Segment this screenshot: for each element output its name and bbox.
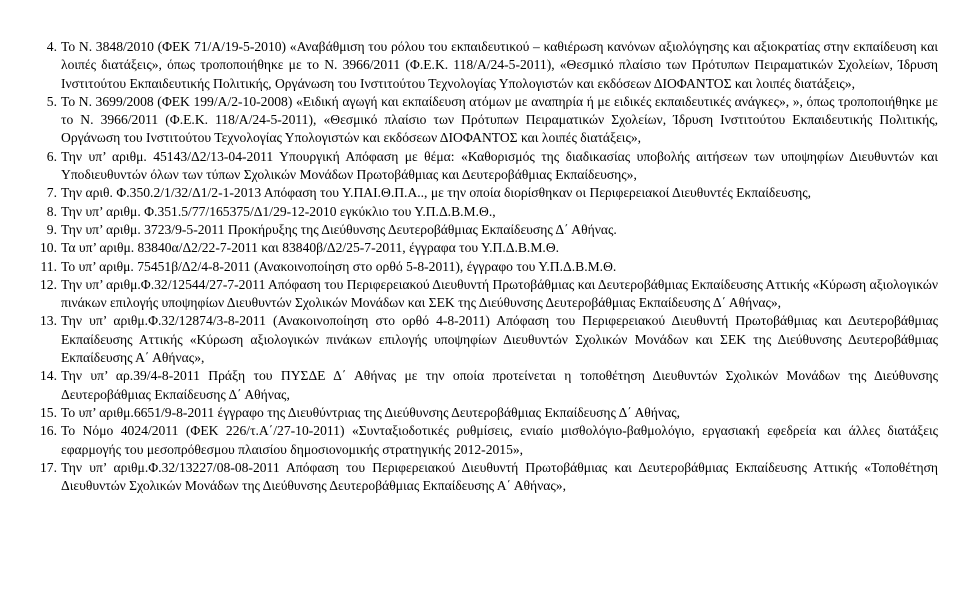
- item-number: 6.: [46, 148, 57, 164]
- item-number: 15.: [40, 404, 57, 420]
- item-text: Την υπ’ αρ.39/4-8-2011 Πράξη του ΠΥΣΔΕ Δ΄ Αθήνας με την οποία προτείνεται η τοποθέτηση Διευθυντών Σχολικών Μονάδων της Διεύθυνσης Δευτεροβάθμιας Εκπαίδευσης Δ΄ Αθήνας,: [61, 368, 938, 402]
- item-text: Το Νόμο 4024/2011 (ΦΕΚ 226/τ.Α΄/27-10-2011) «Συνταξιοδοτικές ρυθμίσεις, ενιαίο μισθολόγιο-βαθμολόγιο, εργασιακή εφεδρεία και άλλες διατάξεις εφαρμογής του μεσοπρόθεσμου πλαισίου δημοσιονομικής στρατηγικής 2012-2015»,: [61, 423, 938, 457]
- item-number: 5.: [46, 93, 57, 109]
- item-text: Την υπ’ αριθμ. 45143/Δ2/13-04-2011 Υπουργική Απόφαση με θέμα: «Καθορισμός της διαδικασίας υποβολής αιτήσεων των υποψηφίων Διευθυντών και Υποδιευθυντών όλων των τύπων Σχολικών Μονάδων Πρωτοβάθμιας και Δευτεροβάθμιας Εκπαίδευσης»,: [61, 148, 938, 183]
- list-item: [0, 276, 938, 313]
- item-number: 16.: [40, 423, 57, 439]
- list-item: [0, 422, 938, 459]
- list-item: [0, 93, 938, 148]
- item-text: Το υπ’ αριθμ. 75451β/Δ2/4-8-2011 (Ανακοινοποίηση στο ορθό 5-8-2011), έγγραφο του Υ.Π.Δ.Β.Μ.Θ.: [61, 258, 617, 274]
- list-item: [0, 367, 938, 404]
- legal-references-list: [0, 38, 938, 495]
- item-text: Την υπ’ αριθμ.Φ.32/12544/27-7-2011 Απόφαση του Περιφερειακού Διευθυντή Πρωτοβάθμιας και Δευτεροβάθμιας Εκπαίδευσης Αττικής «Κύρωση αξιολογικών πινάκων επιλογής υποψηφίων Διευθυντών Σχολικών Μονάδων και ΣΕΚ της Διεύθυνσης Δευτεροβάθμιας Εκπαίδευσης Δ΄ Αθήνας»,: [61, 276, 938, 311]
- item-text: Την αριθ. Φ.350.2/1/32/Δ1/2-1-2013 Απόφαση του Υ.ΠΑΙ.Θ.Π.Α.., με την οποία διορίσθηκαν οι Περιφερειακοί Διευθυντές Εκπαίδευσης,: [61, 185, 811, 201]
- item-number: 4.: [46, 39, 57, 54]
- item-number: 10.: [40, 240, 57, 256]
- item-number: 11.: [40, 258, 57, 274]
- list-item: [0, 312, 938, 367]
- item-text: Τα υπ’ αριθμ. 83840α/Δ2/22-7-2011 και 83840β/Δ2/25-7-2011, έγγραφα του Υ.Π.Δ.Β.Μ.Θ.: [61, 240, 560, 256]
- item-number: 7.: [46, 185, 57, 201]
- list-item: [0, 184, 938, 202]
- item-text: Την υπ’ αριθμ. 3723/9-5-2011 Προκήρυξης της Διεύθυνσης Δευτεροβάθμιας Εκπαίδευσης Δ΄ Αθήνας.: [61, 221, 617, 237]
- list-item: [0, 148, 938, 185]
- item-text: Το Ν. 3848/2010 (ΦΕΚ 71/Α/19-5-2010) «Αναβάθμιση του ρόλου του εκπαιδευτικού – καθιέρωση κανόνων αξιολόγησης και αξιοκρατίας στην εκπαίδευση και λοιπές διατάξεις», όπως τροποποιήθηκε με το Ν. 3966/2011 (Φ.Ε.Κ. 118/Α/24-5-2011), «Θεσμικό πλαίσιο των Πρότυπων Πειραματικών Σχολείων, Ίδρυση Ινστιτούτου Εκπαιδευτικής Πολιτικής, Οργάνωση του Ινστιτούτου Τεχνολογίας Υπολογιστών και εκδόσεων ΔΙΟΦΑΝΤΟΣ και λοιπές διατάξεις»,: [61, 39, 938, 91]
- list-item: [0, 404, 938, 422]
- item-text: Την υπ’ αριθμ.Φ.32/13227/08-08-2011 Απόφαση του Περιφερειακού Διευθυντή Πρωτοβάθμιας και Δευτεροβάθμιας Εκπαίδευσης Αττικής «Τοποθέτηση Διευθυντών Σχολικών Μονάδων της Διεύθυνσης Δευτεροβάθμιας Εκπαίδευσης Α΄ Αθήνας»,: [61, 459, 938, 494]
- list-item: [0, 203, 938, 221]
- item-text: Το Ν. 3699/2008 (ΦΕΚ 199/Α/2-10-2008) «Ειδική αγωγή και εκπαίδευση ατόμων με αναπηρία ή με ειδικές εκπαιδευτικές ανάγκες», », όπως τροποποιήθηκε με το Ν. 3966/2011 (Φ.Ε.Κ. 118/Α/24-5-2011), «Θεσμικό πλαίσιο των Πρότυπων Πειραματικών Σχολείων, Ίδρυση Ινστιτούτου Εκπαιδευτικής Πολιτικής, Οργάνωση του Ινστιτούτου Τεχνολογίας Υπολογιστών και εκδόσεων ΔΙΟΦΑΝΤΟΣ και λοιπές διατάξεις»,: [61, 93, 938, 146]
- item-number: 12.: [40, 276, 57, 292]
- list-item: [0, 221, 938, 239]
- item-number: 9.: [46, 221, 57, 237]
- item-number: 17.: [40, 459, 57, 475]
- list-item: [0, 258, 938, 276]
- item-number: 13.: [40, 313, 57, 329]
- item-text: Την υπ’ αριθμ. Φ.351.5/77/165375/Δ1/29-12-2010 εγκύκλιο του Υ.Π.Δ.Β.Μ.Θ.,: [61, 203, 496, 219]
- item-number: 14.: [40, 368, 57, 384]
- item-number: 8.: [46, 203, 57, 219]
- list-item: [0, 38, 938, 93]
- item-text: Την υπ’ αριθμ.Φ.32/12874/3-8-2011 (Ανακοινοποίηση στο ορθό 4-8-2011) Απόφαση του Περιφερειακού Διευθυντή Πρωτοβάθμιας και Δευτεροβάθμιας Εκπαίδευσης Αττικής «Κύρωση αξιολογικών πινάκων επιλογής υποψηφίων Διευθυντών Σχολικών Μονάδων και ΣΕΚ της Διεύθυνσης Δευτεροβάθμιας Εκπαίδευσης Α΄ Αθήνας»,: [61, 313, 938, 366]
- list-item: [0, 459, 938, 496]
- item-text: Το υπ’ αριθμ.6651/9-8-2011 έγγραφο της Διευθύντριας της Διεύθυνσης Δευτεροβάθμιας Εκπαίδευσης Δ΄ Αθήνας,: [61, 404, 680, 420]
- list-item: [0, 239, 938, 257]
